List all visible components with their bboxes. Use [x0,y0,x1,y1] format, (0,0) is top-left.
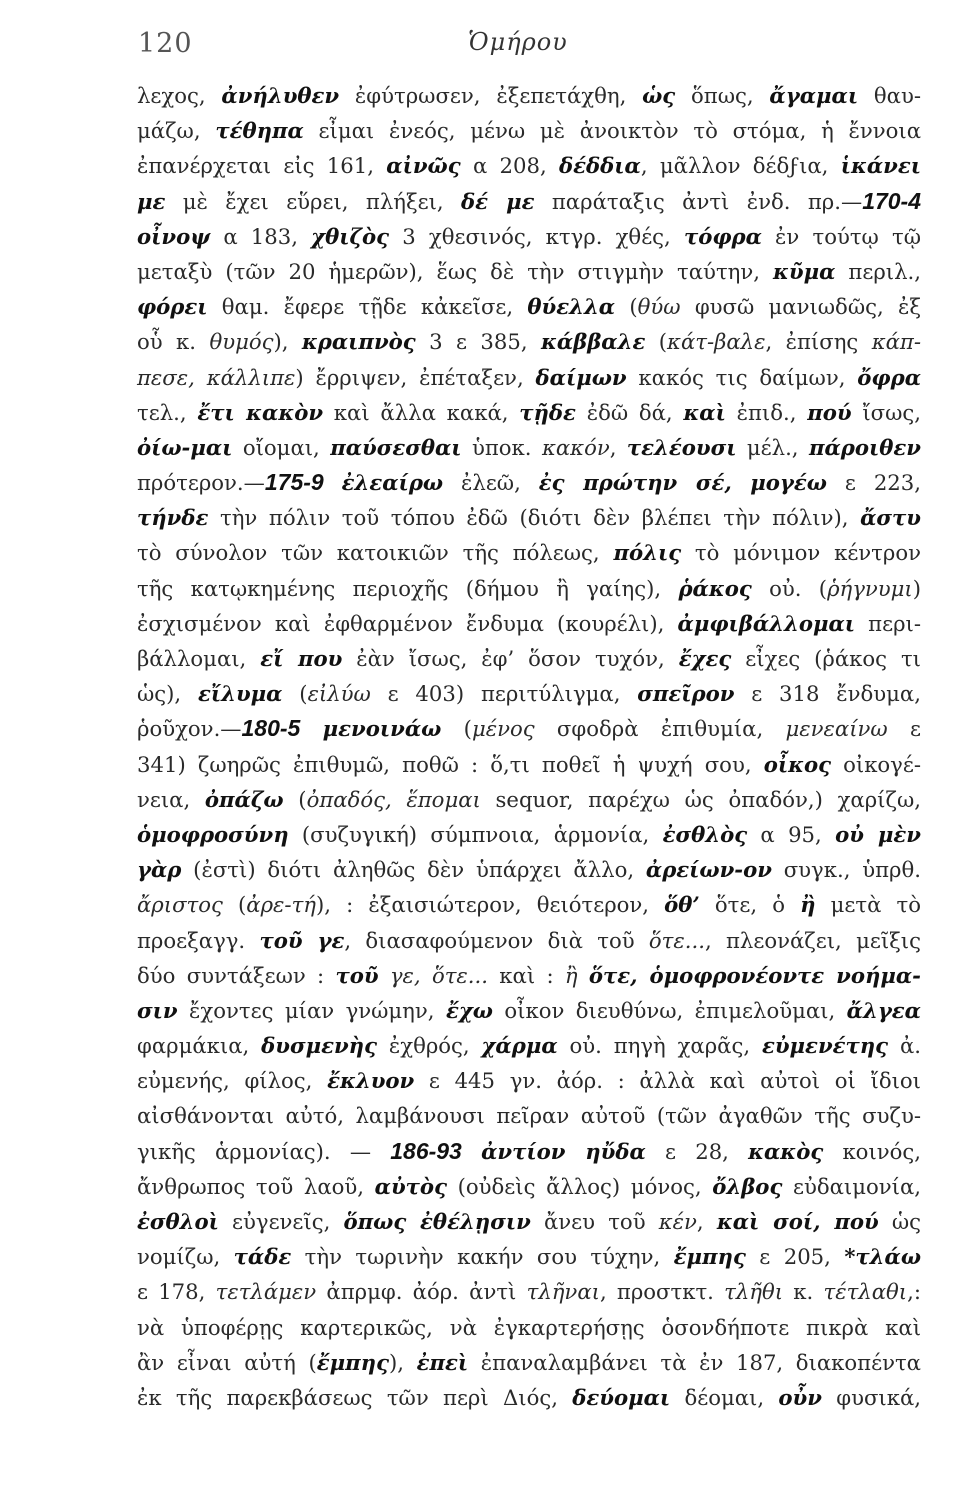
gloss-text: τὴν τωρινὴν κακήν σου τύχην, [291,1244,674,1270]
gloss-text: ( [441,716,472,742]
gloss-text: ἐσχισμένον καὶ ἐφθαρμένον ἔνδυμα (κουρέλι), [137,610,678,636]
gloss-text: ( [282,681,308,707]
text-line [137,360,921,395]
text-line [137,1098,921,1133]
headword: χάρμα [481,1033,558,1059]
text-line [137,289,921,324]
italic-term: θυμός [209,329,274,355]
headword: σπεῖρον [637,681,735,707]
gloss-text: μετὰ τὸ [815,892,921,918]
headword: δυσμενὴς [261,1033,377,1059]
verse-range: 175-9 [264,469,324,496]
verse-range: 170-4 [862,187,922,214]
italic-term: ἀρε-τή [246,892,316,918]
gloss-text: ὑποκ. [461,434,542,460]
headword: ἐσθλοὶ [137,1209,219,1234]
text-line [137,1345,921,1380]
gloss-text: , [609,434,627,460]
gloss-text: , [696,1209,717,1234]
headword: τάδε [233,1244,292,1270]
gloss-text: εἶμαι ἐνεός, μένω μὲ ἀνοικτὸν τὸ στόμα, ἡ ἔννοια [303,118,921,144]
headword: εὐμενέτης [761,1033,889,1059]
gloss-text: ἐκ τῆς παρεκβάσεως τῶν περὶ Διός, [137,1384,573,1410]
text-line [137,324,921,359]
gloss-text: ἐπανέρχεται εἰς 161, [137,153,387,179]
text-line [137,711,921,746]
text-line [137,676,921,711]
headword: φόρει [137,294,208,320]
gloss-text: ), [273,329,302,355]
headword: ὅτε, ὁμοφρονέοντε νοήμα- [588,962,921,988]
gloss-text: ), : ἐξαισιώτερον, θειότερον, [316,892,665,918]
headword: καὶ σοί, πού [716,1209,879,1234]
gloss-text: τὸ μόνιμον κέντρον [681,540,921,566]
gloss-text: , ἐπίσης [765,329,872,355]
gloss-text: εὐγενεῖς, [218,1209,344,1234]
gloss-text: φαρμάκια, [137,1033,262,1059]
headword: ἔχες [678,646,732,671]
headword: δέδδια [559,153,641,179]
gloss-text: (οὐδεὶς ἄλλος) μόνος, [446,1173,713,1199]
text-line [137,1063,921,1098]
gloss-text: εὐδαιμονία, [782,1173,921,1199]
verse-range: 180-5 [241,715,301,742]
gloss-text: ε [887,716,921,742]
text-line [137,254,921,289]
headword: τελέουσι [626,434,737,460]
gloss-text: παράταξις ἀντὶ ἐνδ. πρ.— [534,188,863,214]
headword: οἶκος [763,751,831,777]
headword: οἶνοψ [137,223,211,249]
headword: εἴ που [260,646,343,671]
italic-term: εἰλύω [307,681,371,707]
gloss-text: α 208, [460,153,560,179]
gloss-text: γικῆς ἁρμονίας). — [137,1138,391,1164]
headword: ὄφρα [857,364,921,390]
text-line [137,641,921,676]
gloss-text: ε 445 γν. ἀόρ. : ἀλλὰ καὶ αὐτοὶ οἱ ἴδιοι [414,1068,921,1094]
gloss-text: ἐφύτρωσεν, ἐξεπετάχθη, [339,83,643,108]
page-number: 120 [138,28,193,59]
text-line [137,1310,921,1345]
gloss-text: 3 ε 385, [415,329,541,355]
headword: ἐσθλὸς [662,821,748,847]
gloss-text: ( [615,294,638,320]
gloss-text: καὶ : [488,962,565,988]
headword: οὐ μὲν [835,821,921,847]
gloss-text: ὅτε, ὁ [699,892,801,918]
text-line [137,78,921,113]
gloss-text [578,963,589,988]
headword: κῦμα [773,258,836,284]
gloss-text: ) [912,575,921,601]
text-line [137,923,921,958]
headword: ἀνήλυθεν [221,83,340,108]
text-line [137,535,921,570]
italic-term: τέτλαθι [823,1279,908,1305]
headword: ἄστυ [860,505,921,531]
gloss-text: εἶχες (ῥάκος τι [731,646,921,671]
gloss-text: τῆς κατῳκημένης περιοχῆς (δήμου ἢ γαίης), [137,575,679,601]
text-line [137,1169,921,1204]
gloss-text: (συζυγική) σύμπνοια, ἁρμονία, [288,821,663,847]
headword: χθιζὸς [311,223,390,249]
italic-term: μένος [471,716,535,742]
gloss-text: θαυ- [858,83,921,108]
gloss-text: καὶ ἄλλα κακά, [323,399,520,425]
headword: ἄγαμαι [769,83,859,108]
headword: ἀρείων-ον [645,857,772,883]
gloss-text: ( [645,329,668,355]
headword: δαίμων [535,364,627,390]
gloss-text: sequor, παρέχω ὡς ὀπαδόν,) χαρίζω, [480,786,921,812]
headword: δεύομαι [572,1384,671,1410]
verse-range: 186-93 [390,1137,462,1164]
gloss-text: ὅπως, [675,83,770,108]
text-line [137,1028,921,1063]
gloss-text: τελ., [137,399,198,425]
gloss-text: ἐχθρός, [377,1033,482,1059]
gloss-text: προεξαγγ. [137,927,260,953]
italic-term: θύω [637,294,681,320]
headword: καὶ [683,399,726,425]
headword: ἐς πρώτην σέ, μογέω [538,470,827,496]
text-line [137,817,921,852]
italic-term: κακόν [541,434,610,460]
gloss-text: ), [388,1349,417,1375]
gloss-text: φυσῶ μανιωδῶς, ἐξ [680,294,921,320]
text-line [137,1274,921,1309]
headword: τήνδε [137,505,209,531]
gloss-text: α 95, [747,821,836,847]
gloss-text: , μᾶλλον δέδϝια, [640,153,841,179]
text-line [137,958,921,993]
headword: *τλάω [844,1244,922,1270]
headword: ἐλεαίρω [341,470,444,496]
italic-term: κάτ-βαλε [667,329,766,355]
italic-term: ἢ [564,962,578,988]
gloss-text: τὸ σύνολον τῶν κατοικιῶν τῆς πόλεως, [137,540,614,566]
gloss-text: οἶκον διευθύνω, ἐπιμελοῦμαι, [492,997,847,1023]
italic-term: τλῆθι [724,1279,784,1305]
gloss-text: μεταξὺ (τῶν 20 ἡμερῶν), ἕως δὲ τὴν στιγμὴν ταύτην, [137,258,773,284]
text-line [137,113,921,148]
text-line [137,782,921,817]
headword: ὅθ’ [664,892,700,918]
headword: ὀίω-μαι [137,434,233,460]
text-line [137,465,921,500]
text-line [137,606,921,641]
gloss-text: ( [283,786,307,812]
text-line [137,1204,921,1239]
gloss-text [324,470,342,495]
gloss-text: κοινός, [823,1138,921,1164]
gloss-text: , προστκτ. [599,1279,725,1305]
headword: ὁμοφροσύνη [137,821,289,847]
text-line [137,395,921,430]
headword: πάροιθεν [808,434,921,460]
headword: οὖν [778,1384,822,1410]
headword: ἔκλυον [327,1068,415,1094]
italic-term: ὅτε... [648,927,705,953]
italic-term: μενεαίνω [785,716,888,742]
commentary-text [137,78,921,1415]
italic-term: ὀπαδός, ἕπομαι [306,786,481,812]
gloss-text: οὐ. ( [751,575,828,601]
gloss-text: συγκ., ὑπρθ. [771,857,921,883]
italic-term: πεσε, κάλλιπε [137,364,296,390]
text-line [137,148,921,183]
gloss-text: ἐπιδ., [725,399,808,425]
headword: ὅπως ἐθέλῃσιν [343,1209,531,1234]
gloss-text: ε 28, [645,1138,749,1164]
italic-term: ῥήγνυμι [827,575,913,601]
headword: τόφρα [683,223,762,249]
gloss-text: μὲ ἔχει εὕρει, πλήξει, [165,188,462,214]
running-title: Ὁμήρου [468,28,568,56]
gloss-text: ὡς [878,1209,921,1234]
headword: αἰνῶς [386,153,461,179]
headword: κραιπνὸς [301,329,416,355]
gloss-text: κακός τις δαίμων, [626,364,858,390]
gloss-text: μέλ., [736,434,809,460]
gloss-text: ε 205, [745,1244,845,1270]
headword: πού [807,399,852,425]
gloss-text: ἐπαναλαμβάνει τὰ ἐν 187, διακοπέντα [468,1349,921,1375]
gloss-text: οὐ. πηγὴ χαρᾶς, [557,1033,762,1059]
headword: ἱκάνει [840,153,921,179]
headword: ἐπεὶ [416,1349,469,1375]
headword: πόλις [613,540,682,566]
headword: τοῦ γε [259,927,345,953]
text-line [137,1380,921,1415]
italic-term: ἄριστος [137,892,223,918]
headword: αὐτὸς [374,1173,447,1199]
gloss-text: ε 178, [137,1279,216,1305]
gloss-text: ἀπρμφ. ἀόρ. ἀντὶ [316,1279,527,1305]
gloss-text: ( [222,892,247,918]
headword: ἀντίον ηὔδα [481,1138,646,1164]
gloss-text: νομίζω, [137,1244,234,1270]
gloss-text [462,1139,481,1164]
gloss-text [300,716,322,741]
gloss-text: 3 χθεσινός, κτγρ. χθές, [389,223,684,249]
italic-term: τλῆναι [526,1279,600,1305]
text-line [137,500,921,535]
headword: ἔτι κακὸν [197,399,324,425]
headword: ἢ [800,892,816,918]
gloss-text: ἄνθρωπος τοῦ λαοῦ, [137,1173,375,1199]
gloss-text [379,963,390,988]
headword: εἴλυμα [197,681,283,707]
gloss-text: ἐλεῶ, [443,470,539,496]
gloss-text: δέομαι, [670,1384,779,1410]
gloss-text: μάζω, [137,118,216,144]
gloss-text: ἀ. [888,1033,921,1059]
gloss-text: περι- [855,610,922,636]
text-line [137,430,921,465]
text-line [137,184,921,219]
gloss-text: ε 318 ἔνδυμα, [734,681,921,707]
gloss-text: ,: [907,1279,921,1305]
text-line [137,1134,921,1169]
text-line [137,887,921,922]
headword: ἔμπης [673,1244,746,1270]
gloss-text: δύο συντάξεων : [137,962,336,988]
gloss-text: περιλ., [835,258,921,284]
headword: με [137,188,166,214]
headword: ὀπάζω [204,786,284,812]
gloss-text: ἐδῶ δά, [575,399,684,425]
text-line [137,219,921,254]
headword: τέθηπα [215,118,304,144]
headword: δέ με [461,188,535,214]
gloss-text: ε 223, [826,470,921,496]
headword: ῥάκος [678,575,752,601]
headword: ὄλβος [712,1173,783,1199]
gloss-text: ἴσως, [851,399,921,425]
gloss-text: , διασαφούμενον διὰ τοῦ [344,927,649,953]
text-line [137,747,921,782]
headword: τῇδε [519,399,576,425]
text-line [137,1239,921,1274]
gloss-text: ἄνευ τοῦ [530,1209,659,1234]
gloss-text: κ. [783,1279,824,1305]
gloss-text: φυσικά, [821,1384,922,1410]
page-header [0,28,970,68]
headword: ἀμφιβάλλομαι [677,610,856,636]
gloss-text: νεια, [137,786,205,812]
italic-term: κέν [658,1209,697,1234]
headword: σιν [137,997,178,1023]
gloss-text: ἂν εἶναι αὐτή ( [137,1349,317,1375]
headword: ἔχω [445,997,493,1023]
gloss-text: πρότερον.— [137,470,265,496]
gloss-text: ) ἔρριψεν, ἐπέταξεν, [295,364,536,390]
headword: ὡς [642,83,676,108]
headword: παύσεσθαι [330,434,462,460]
text-line [137,571,921,606]
italic-term: τετλάμεν [215,1279,317,1305]
gloss-text: 341) ζωηρῶς ἐπιθυμῶ, ποθῶ : ὅ,τι ποθεῖ ἡ ψυχή σου, [137,751,764,777]
gloss-text: νὰ ὑποφέρῃς καρτερικῶς, νὰ ἐγκαρτερήσῃς ὁσονδήποτε πικρὰ καὶ [137,1314,921,1340]
headword: κακὸς [748,1138,824,1164]
gloss-text: οἴομαι, [232,434,331,460]
headword: ἄλγεα [846,997,921,1023]
gloss-text: ἔχοντες μίαν γνώμην, [177,997,446,1023]
gloss-text: , πλεονάζει, μεῖξις [704,927,921,953]
gloss-text: αἰσθάνονται αὐτό, λαμβάνουσι πεῖραν αὐτοῦ (τῶν ἀγαθῶν τῆς συζυ- [137,1103,921,1129]
gloss-text: οὗ κ. [137,329,210,355]
gloss-text: τὴν πόλιν τοῦ τόπου ἐδῶ (διότι δὲν βλέπει τὴν πόλιν), [208,505,861,531]
text-line [137,852,921,887]
gloss-text: (ἐστὶ) διότι ἀληθῶς δὲν ὑπάρχει ἄλλο, [181,857,646,883]
headword: τοῦ [335,962,379,988]
gloss-text: ε 403) περιτύλιγμα, [370,681,638,707]
headword: κάββαλε [540,329,646,355]
italic-term: κάπ- [871,329,921,355]
gloss-text: ὡς), [137,681,198,707]
headword: θύελλα [527,294,616,320]
gloss-text: οἰκογέ- [831,751,921,777]
gloss-text: ῥοῦχον.— [137,716,242,742]
gloss-text: σφοδρὰ ἐπιθυμία, [534,716,786,742]
gloss-text: ἐν τούτῳ τῷ [761,223,921,249]
gloss-text: α 183, [210,223,312,249]
headword: μενοινάω [322,716,442,742]
gloss-text: βάλλομαι, [137,646,261,671]
gloss-text: θαμ. ἔφερε τῇδε κἀκεῖσε, [207,294,528,320]
italic-term: γε, ὅτε... [389,962,488,988]
gloss-text: λεχος, [137,83,222,108]
text-line [137,993,921,1028]
gloss-text: ἐὰν ἴσως, ἐφ’ ὅσον τυχόν, [342,646,679,671]
headword: ἔμπης [316,1349,389,1375]
gloss-text: εὐμενής, φίλος, [137,1068,328,1094]
headword: γὰρ [137,857,182,883]
